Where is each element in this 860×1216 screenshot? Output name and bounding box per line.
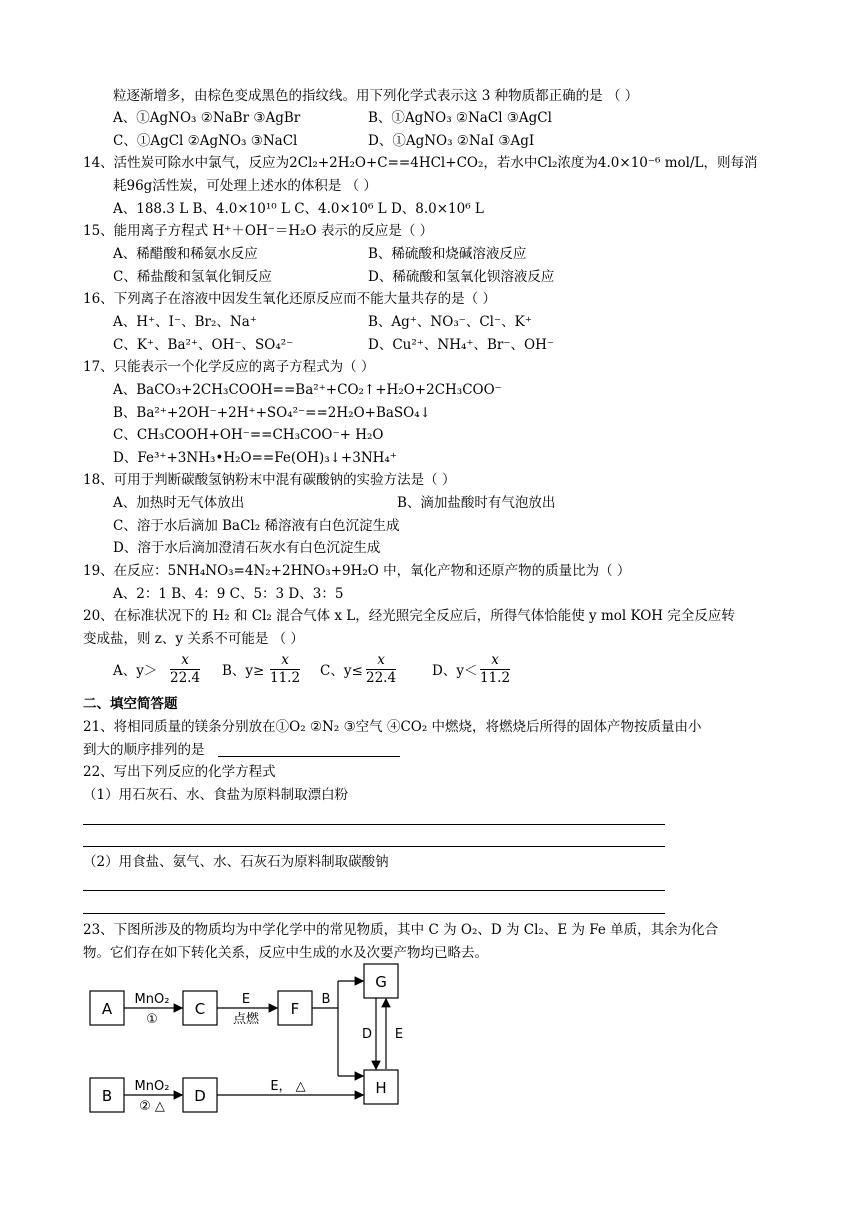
fraction bbox=[366, 652, 396, 687]
text-line: C、y≤ bbox=[320, 663, 363, 679]
text-line: D、①AgNO₃ ②NaI ③AgI bbox=[368, 133, 535, 149]
text-line: 18、可用于判断碳酸氢钠粉末中混有碳酸钠的实验方法是（ ） bbox=[83, 472, 456, 488]
text-line: 15、能用离子方程式 H⁺＋OH⁻＝H₂O 表示的反应是（ ） bbox=[83, 223, 434, 239]
text-line: B、Ag⁺、NO₃⁻、Cl⁻、K⁺ bbox=[368, 314, 532, 330]
text-line: C、K⁺、Ba²⁺、OH⁻、SO₄²⁻ bbox=[113, 337, 294, 353]
text-line: B、①AgNO₃ ②NaCl ③AgCl bbox=[368, 110, 552, 126]
fraction-numerator: x bbox=[270, 652, 300, 670]
arrow-label: ① bbox=[146, 1012, 158, 1027]
answer-blank-line[interactable] bbox=[83, 890, 665, 891]
text-line: C、溶于水后滴加 BaCl₂ 稀溶液有白色沉淀生成 bbox=[113, 518, 400, 534]
fraction-numerator: x bbox=[366, 652, 396, 670]
text-line: A、2：1 B、4：9 C、5：3 D、3：5 bbox=[113, 586, 344, 602]
answer-blank-line[interactable] bbox=[83, 846, 665, 847]
text-line: 19、在反应：5NH₄NO₃=4N₂+2HNO₃+9H₂O 中，氧化产物和还原产物的质量比为（ ） bbox=[83, 563, 631, 579]
box-label: G bbox=[375, 973, 387, 991]
section-heading: 二、填空简答题 bbox=[83, 696, 178, 712]
box-label: F bbox=[290, 1000, 300, 1018]
fraction bbox=[270, 652, 300, 687]
fraction-denominator: 22.4 bbox=[366, 670, 397, 686]
text-line: 17、只能表示一个化学反应的离子方程式为（ ） bbox=[83, 359, 375, 375]
arrow-label: MnO₂ bbox=[134, 992, 170, 1007]
text-line: C、稀盐酸和氢氧化铜反应 bbox=[113, 269, 272, 285]
fraction-numerator: x bbox=[170, 652, 200, 670]
answer-blank-line[interactable] bbox=[83, 824, 665, 825]
text-line: 粒逐渐增多，由棕色变成黑色的指纹线。用下列化学式表示这 3 种物质都正确的是 （ ） bbox=[113, 88, 639, 104]
text-line: D、稀硫酸和氢氧化钡溶液反应 bbox=[368, 269, 555, 285]
text-line: D、y＜ bbox=[432, 663, 478, 679]
arrow-label: E bbox=[394, 1027, 404, 1042]
text-line: B、y≥ bbox=[222, 663, 265, 679]
text-line: B、滴加盐酸时有气泡放出 bbox=[397, 495, 556, 511]
arrow-label: E， △ bbox=[270, 1079, 306, 1094]
text-line: D、Cu²⁺、NH₄⁺、Br⁻、OH⁻ bbox=[368, 337, 554, 353]
fraction-numerator: x bbox=[480, 652, 510, 670]
text-line: A、稀醋酸和稀氨水反应 bbox=[113, 246, 258, 262]
fraction-denominator: 22.4 bbox=[170, 670, 201, 686]
answer-blank-line[interactable] bbox=[83, 913, 665, 914]
box-label: C bbox=[194, 1000, 206, 1018]
text-line: B、稀硫酸和烧碱溶液反应 bbox=[368, 246, 527, 262]
text-line: C、①AgCl ②AgNO₃ ③NaCl bbox=[113, 133, 298, 149]
fraction-denominator: 11.2 bbox=[270, 670, 301, 686]
text-line: （1）用石灰石、水、食盐为原料制取漂白粉 bbox=[83, 787, 349, 803]
text-line: B、Ba²⁺+2OH⁻+2H⁺+SO₄²⁻==2H₂O+BaSO₄↓ bbox=[113, 405, 431, 421]
arrow-label: B bbox=[321, 992, 331, 1007]
box-label: D bbox=[194, 1087, 206, 1105]
text-line: A、BaCO₃+2CH₃COOH==Ba²⁺+CO₂↑+H₂O+2CH₃COO⁻ bbox=[113, 382, 502, 398]
text-line: A、①AgNO₃ ②NaBr ③AgBr bbox=[113, 110, 301, 126]
text-line: 耗96g活性炭，可处理上述水的体积是 （ ） bbox=[113, 178, 377, 194]
text-line: 22、写出下列反应的化学方程式 bbox=[83, 764, 276, 780]
reaction-flow-diagram bbox=[88, 962, 418, 1120]
arrow-label: ② △ bbox=[139, 1099, 165, 1114]
text-line: A、加热时无气体放出 bbox=[113, 495, 245, 511]
text-line: A、y＞ bbox=[113, 663, 158, 679]
box-label: B bbox=[101, 1087, 113, 1105]
text-line: 到大的顺序排列的是 bbox=[83, 742, 205, 758]
arrow-label: 点燃 bbox=[232, 1012, 260, 1027]
text-line: 20、在标准状况下的 H₂ 和 Cl₂ 混合气体 x L，经光照完全反应后，所得气体恰能使 y mol KOH 完全反应转 bbox=[83, 608, 735, 624]
text-line: 14、活性炭可除水中氯气，反应为2Cl₂+2H₂O+C==4HCl+CO₂，若水中Cl₂浓度为4.0×10⁻⁶ mol/L，则每消 bbox=[83, 155, 758, 171]
text-line: （2）用食盐、氨气、水、石灰石为原料制取碳酸钠 bbox=[83, 854, 389, 870]
fraction-denominator: 11.2 bbox=[480, 670, 511, 686]
text-line: 物。它们存在如下转化关系，反应中生成的水及次要产物均已略去。 bbox=[83, 945, 488, 961]
text-line: C、CH₃COOH+OH⁻==CH₃COO⁻+ H₂O bbox=[113, 427, 384, 443]
text-line: 变成盐，则 z、y 关系不可能是 （ ） bbox=[83, 631, 304, 647]
text-line: A、188.3 L B、4.0×10¹⁰ L C、4.0×10⁶ L D、8.0×10⁶ L bbox=[113, 201, 484, 217]
fraction bbox=[480, 652, 510, 687]
arrow-label: E bbox=[241, 992, 251, 1007]
answer-blank-line[interactable] bbox=[218, 756, 400, 757]
text-line: 21、将相同质量的镁条分别放在①O₂ ②N₂ ③空气 ④CO₂ 中燃烧，将燃烧后所得的固体产物按质量由小 bbox=[83, 719, 702, 735]
arrow-label: MnO₂ bbox=[134, 1079, 170, 1094]
text-line: 16、下列离子在溶液中因发生氧化还原反应而不能大量共存的是（ ） bbox=[83, 291, 496, 307]
arrow-label: D bbox=[361, 1027, 373, 1042]
box-label: A bbox=[101, 1000, 113, 1018]
text-line: 23、下图所涉及的物质均为中学化学中的常见物质，其中 C 为 O₂、D 为 Cl₂、E 为 Fe 单质，其余为化合 bbox=[83, 922, 719, 938]
box-label: H bbox=[375, 1079, 387, 1097]
text-line: D、Fe³⁺+3NH₃•H₂O==Fe(OH)₃↓+3NH₄⁺ bbox=[113, 450, 397, 466]
text-line: D、溶于水后滴加澄清石灰水有白色沉淀生成 bbox=[113, 540, 381, 556]
fraction bbox=[170, 652, 200, 687]
text-line: A、H⁺、I⁻、Br₂、Na⁺ bbox=[113, 314, 257, 330]
